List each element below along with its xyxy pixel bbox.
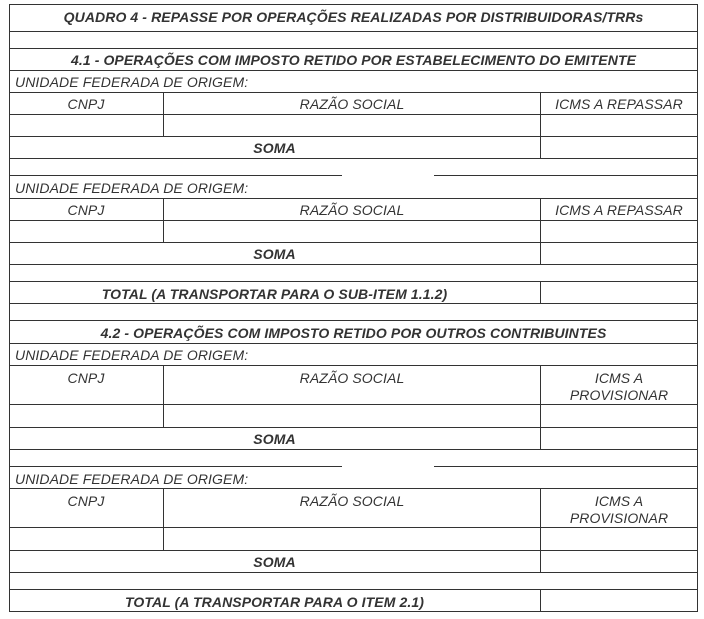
col-divider bbox=[540, 589, 541, 611]
col-header-cnpj: CNPJ bbox=[67, 370, 105, 386]
rule bbox=[9, 70, 698, 71]
soma-label: SOMA bbox=[253, 431, 296, 447]
rule bbox=[9, 220, 698, 221]
rule bbox=[9, 92, 698, 93]
rule bbox=[9, 572, 698, 573]
section-42-heading: 4.2 - OPERAÇÕES COM IMPOSTO RETIDO POR OUTROS CONTRIBUINTES bbox=[100, 325, 607, 341]
rule bbox=[9, 611, 698, 612]
col-header-razao-social: RAZÃO SOCIAL bbox=[299, 493, 405, 509]
rule bbox=[9, 31, 698, 32]
rule bbox=[9, 264, 698, 265]
col-header-icms-provisionar-line1: ICMS A bbox=[594, 370, 644, 386]
rule bbox=[9, 589, 698, 590]
col-header-cnpj: CNPJ bbox=[67, 96, 105, 112]
table-border-right bbox=[697, 4, 698, 611]
soma-label: SOMA bbox=[253, 246, 296, 262]
col-header-cnpj: CNPJ bbox=[67, 202, 105, 218]
rule bbox=[9, 281, 698, 282]
col-header-razao-social: RAZÃO SOCIAL bbox=[299, 370, 405, 386]
col-divider bbox=[540, 281, 541, 303]
col-header-razao-social: RAZÃO SOCIAL bbox=[299, 202, 405, 218]
rule bbox=[9, 303, 698, 304]
rule bbox=[9, 343, 698, 344]
col-header-icms-provisionar-line1: ICMS A bbox=[594, 493, 644, 509]
uf-origin-label: UNIDADE FEDERADA DE ORIGEM: bbox=[15, 471, 249, 487]
rule bbox=[9, 198, 698, 199]
form-title: QUADRO 4 - REPASSE POR OPERAÇÕES REALIZADAS POR DISTRIBUIDORAS/TRRs bbox=[63, 9, 644, 25]
rule bbox=[9, 48, 698, 49]
rule bbox=[9, 4, 698, 5]
col-header-icms-repassar: ICMS A REPASSAR bbox=[555, 202, 683, 218]
section-41-heading: 4.1 - OPERAÇÕES COM IMPOSTO RETIDO POR ESTABELECIMENTO DO EMITENTE bbox=[70, 52, 637, 68]
soma-label: SOMA bbox=[253, 554, 296, 570]
rule bbox=[9, 365, 698, 366]
rule bbox=[9, 158, 698, 159]
rule bbox=[9, 136, 698, 137]
rule bbox=[9, 466, 342, 467]
rule bbox=[9, 427, 698, 428]
col-header-razao-social: RAZÃO SOCIAL bbox=[299, 96, 405, 112]
uf-origin-label: UNIDADE FEDERADA DE ORIGEM: bbox=[15, 347, 249, 363]
soma-label: SOMA bbox=[253, 140, 296, 156]
total-label: TOTAL (A TRANSPORTAR PARA O ITEM 2.1) bbox=[124, 594, 424, 610]
rule bbox=[9, 527, 698, 528]
total-label: TOTAL (A TRANSPORTAR PARA O SUB-ITEM 1.1.2) bbox=[101, 286, 448, 302]
rule bbox=[9, 404, 698, 405]
col-header-icms-provisionar-line2: PROVISIONAR bbox=[569, 510, 669, 526]
rule bbox=[9, 320, 698, 321]
rule bbox=[9, 550, 698, 551]
col-header-icms-repassar: ICMS A REPASSAR bbox=[555, 96, 683, 112]
rule bbox=[9, 488, 698, 489]
rule bbox=[9, 449, 698, 450]
col-header-cnpj: CNPJ bbox=[67, 493, 105, 509]
col-header-icms-provisionar-line2: PROVISIONAR bbox=[569, 387, 669, 403]
rule bbox=[9, 242, 698, 243]
uf-origin-label: UNIDADE FEDERADA DE ORIGEM: bbox=[15, 180, 249, 196]
uf-origin-label: UNIDADE FEDERADA DE ORIGEM: bbox=[15, 74, 249, 90]
rule bbox=[9, 114, 698, 115]
rule bbox=[434, 175, 698, 176]
rule bbox=[434, 466, 698, 467]
rule bbox=[9, 175, 342, 176]
